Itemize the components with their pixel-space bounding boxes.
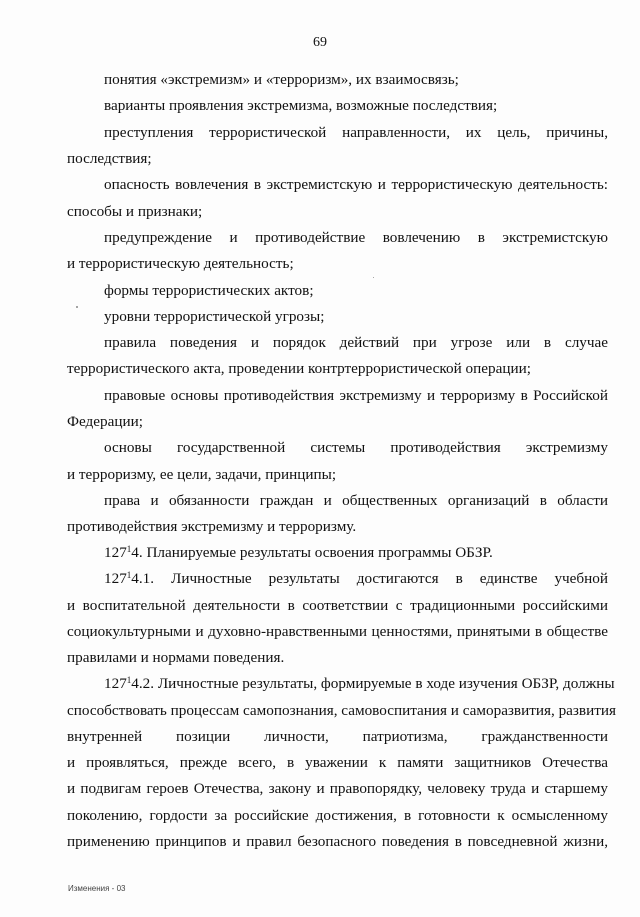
footer-note: Изменения - 03 <box>68 884 126 893</box>
scan-speck <box>373 277 374 278</box>
text-line: опасность вовлечения в экстремистскую и террористическую деятельность: <box>104 176 608 193</box>
text-line: формы террористических актов; <box>104 282 314 299</box>
text-line: применению принципов и правил безопасного поведения в повседневной жизни, <box>67 833 608 850</box>
section-heading: $127^14$. Планируемые результаты освоения программы ОБЗР. <box>104 544 493 561</box>
text-line: последствия; <box>67 150 152 167</box>
section-number: $127^1$ <box>104 544 132 561</box>
text-line: социокультурными и духовно-нравственными ценностями, принятыми в обществе <box>67 623 608 640</box>
text-line: и терроризму, ее цели, задачи, принципы; <box>67 466 337 483</box>
section-number: $127^1$ <box>104 675 132 692</box>
text-line: права и обязанности граждан и общественных организаций в области <box>104 492 608 509</box>
text-line: и террористическую деятельность; <box>67 255 294 272</box>
text-line: правовые основы противодействия экстремизму и терроризму в Российской <box>104 387 608 404</box>
scan-speck <box>76 306 78 308</box>
text-line: террористического акта, проведении контртеррористической операции; <box>67 360 531 377</box>
text-line: способствовать процессам самопознания, самовоспитания и саморазвития, развития <box>67 702 616 719</box>
text-line: основы государственной системы противодействия экстремизму <box>104 439 608 456</box>
text-line: понятия «экстремизм» и «терроризм», их взаимосвязь; <box>104 71 459 88</box>
text-line: правилами и нормами поведения. <box>67 649 285 666</box>
text-line: уровни террористической угрозы; <box>104 308 325 325</box>
page-number: 69 <box>313 35 327 50</box>
section-number: $127^1$ <box>104 570 132 587</box>
section-paragraph: $127^1$ 4.2. Личностные результаты, формируемые в ходе изучения ОБЗР, должны <box>104 675 615 692</box>
text-line: способы и признаки; <box>67 203 203 220</box>
section-paragraph: $127^1$ 4.1. Личностные результаты достигаются в единстве учебной <box>104 570 608 587</box>
text-line: и воспитательной деятельности в соответствии с традиционными российскими <box>67 597 608 614</box>
text-line: варианты проявления экстремизма, возможные последствия; <box>104 97 498 114</box>
text-line: противодействия экстремизму и терроризму. <box>67 518 357 535</box>
text-line: Федерации; <box>67 413 143 430</box>
text-line: поколению, гордости за российские достижения, в готовности к осмысленному <box>67 807 608 824</box>
text-line: и подвигам героев Отечества, закону и правопорядку, человеку труда и старшему <box>67 780 608 797</box>
text-line: правила поведения и порядок действий при угрозе или в случае <box>104 334 608 351</box>
text-line: внутренней позиции личности, патриотизма, гражданственности <box>67 728 608 745</box>
text-line: преступления террористической направленности, их цель, причины, <box>104 124 608 141</box>
text-line: предупреждение и противодействие вовлечению в экстремистскую <box>104 229 608 246</box>
text-line: и проявляться, прежде всего, в уважении к памяти защитников Отечества <box>67 754 608 771</box>
